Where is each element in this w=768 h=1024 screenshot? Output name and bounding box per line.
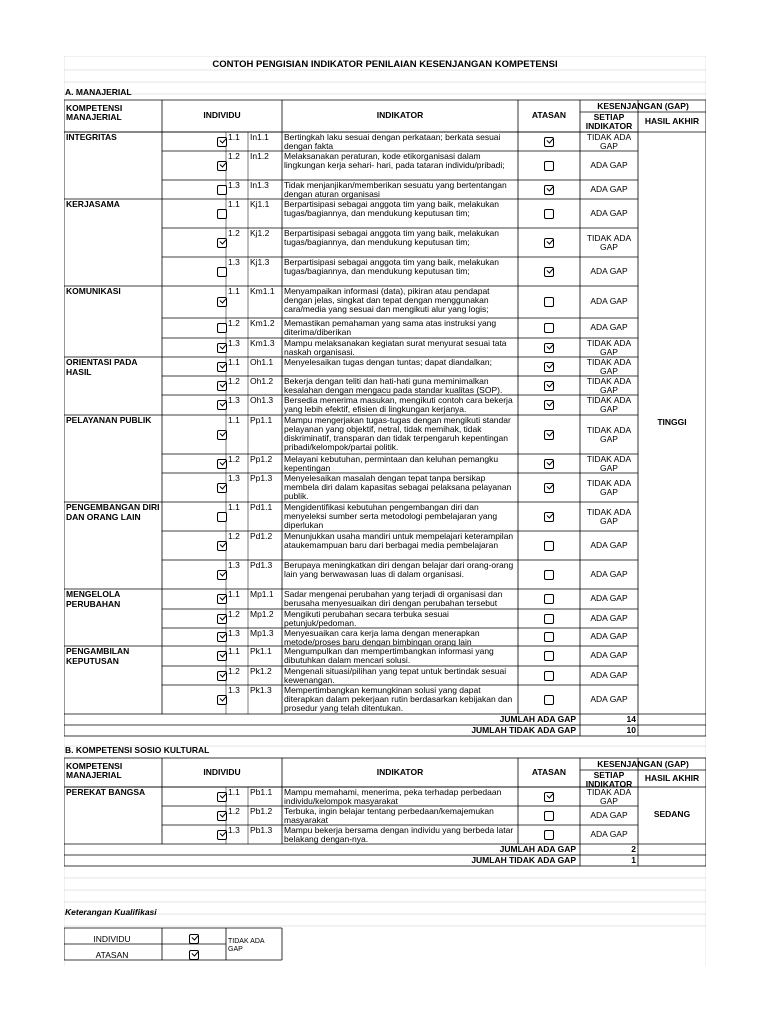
individu-checkbox[interactable] [217,830,227,840]
gap-result: TIDAK ADA GAP [586,357,632,376]
legend-individu-checkbox[interactable] [189,934,199,944]
atasan-checkbox[interactable] [544,343,554,353]
gap-result: ADA GAP [590,569,628,579]
indicator-number: 1.2 [228,532,240,541]
indicator-code: In1.2 [250,152,269,161]
indicator-code: In1.1 [250,133,269,142]
indicator-text: Menyesuaikan cara kerja lama dengan menerapkan metode/proses baru dengan bimbingan orang lain [284,629,480,646]
header-indikator: INDIKATOR [376,111,424,120]
individu-checkbox[interactable] [217,343,227,353]
gap-result: ADA GAP [590,651,628,660]
indicator-code: Pd1.2 [250,532,273,541]
indicator-text: Mampu memahami, menerima, peka terhadap perbedaan individu/kelompok masyarakat [284,788,502,806]
indicator-code: Km1.3 [250,339,275,348]
atasan-checkbox[interactable] [544,483,554,493]
header-kesenjangan: KESENJANGAN (GAP) [597,760,689,769]
indicator-text: Bertingkah laku sesuai dengan perkataan; berkata sesuai dengan fakta [284,133,501,151]
total-value: 14 [626,715,636,724]
header-kompetensi: KOMPETENSI MANAJERIAL [66,762,123,780]
gap-result: TIDAK ADA GAP [586,376,632,395]
indicator-code: Km1.2 [250,319,275,328]
header-atasan: ATASAN [531,111,567,120]
atasan-checkbox[interactable] [544,137,554,147]
individu-checkbox[interactable] [217,430,227,440]
legend-result: TIDAK ADA GAP [228,938,265,953]
competency-name: KOMUNIKASI [66,287,121,296]
gap-result: TIDAK ADA GAP [586,132,632,151]
indicator-code: Pp1.2 [250,455,273,464]
individu-checkbox[interactable] [217,161,227,171]
indicator-number: 1.1 [228,590,240,599]
indicator-number: 1.2 [228,455,240,464]
competency-name: PENGEMBANGAN DIRI DAN ORANG LAIN [66,503,160,522]
indicator-code: In1.3 [250,181,269,190]
indicator-text: Sadar mengenai perubahan yang terjadi di organisasi dan berusaha menyesuaikan diri dengan perubahan tersebut [284,590,503,608]
header-indikator: INDIKATOR [376,767,424,777]
atasan-checkbox[interactable] [544,381,554,391]
header-individu: INDIVIDU [203,767,241,777]
indicator-code: Pb1.2 [250,807,273,816]
individu-checkbox[interactable] [217,651,227,661]
atasan-checkbox[interactable] [544,430,554,440]
indicator-text: Bekerja dengan teliti dan hati-hati guna meminimalkan kesalahan dengan mengacu pada standar kualitas (SOP). [284,377,503,395]
atasan-checkbox[interactable] [544,811,554,821]
individu-checkbox[interactable] [217,185,227,195]
indicator-code: Kj1.2 [250,229,270,238]
individu-checkbox[interactable] [217,362,227,372]
indicator-code: Oh1.1 [250,358,274,367]
indicator-code: Pp1.3 [250,474,273,483]
competency-name: PELAYANAN PUBLIK [66,416,152,425]
atasan-checkbox[interactable] [544,209,554,219]
individu-checkbox[interactable] [217,459,227,469]
individu-checkbox[interactable] [217,297,227,307]
indicator-text: Melaksanakan peraturan, kode etikorganisasi dalam lingkungan kerja sehari- hari, pada tataran individu/pribadi; [284,152,505,170]
total-value: 1 [631,856,636,865]
individu-checkbox[interactable] [217,811,227,821]
competency-gap-sheet [64,56,706,966]
gap-result: TIDAK ADA GAP [586,425,632,444]
total-value: 10 [626,726,636,735]
individu-checkbox[interactable] [217,400,227,410]
competency-name: PEREKAT BANGSA [66,788,146,797]
hasil-akhir-value: TINGGI [657,418,687,427]
individu-checkbox[interactable] [217,209,227,219]
gap-result: TIDAK ADA GAP [586,338,632,357]
indicator-text: Mampu melaksanakan kegiatan surat menyurat sesuai tata naskah organisasi. [284,339,507,357]
individu-checkbox[interactable] [217,570,227,580]
individu-checkbox[interactable] [217,594,227,604]
gap-result: ADA GAP [590,266,628,276]
indicator-number: 1.2 [228,610,240,619]
legend-atasan-label: ATASAN [95,951,129,960]
atasan-checkbox[interactable] [544,570,554,580]
gap-result: ADA GAP [590,810,628,820]
total-value: 2 [631,845,636,854]
indicator-number: 1.2 [228,152,240,161]
individu-checkbox[interactable] [217,614,227,624]
indicator-code: Mp1.1 [250,590,274,599]
gap-result: ADA GAP [590,829,628,839]
indicator-number: 1.1 [228,200,240,209]
individu-checkbox[interactable] [217,238,227,248]
total-label: JUMLAH TIDAK ADA GAP [471,856,576,865]
indicator-text: Bersedia menerima masukan, mengikuti contoh cara bekerja yang lebih efektif, efisien di lingkungan kerjanya. [284,396,513,414]
indicator-text: Berupaya meningkatkan diri dengan belajar dari orang-orang lain yang berwawasan luas di dalam organisasi. [284,561,514,579]
individu-checkbox[interactable] [217,483,227,493]
indicator-code: Pd1.1 [250,503,273,512]
indicator-text: Terbuka, ingin belajar tentang perbedaan/kemajemukan masyarakat [284,807,494,825]
header-individu: INDIVIDU [203,111,241,120]
indicator-text: Berpartisipasi sebagai anggota tim yang baik, melakukan tugas/bagiannya, dan mendukung keputusan tim; [284,258,499,276]
indicator-code: Pp1.1 [250,416,273,425]
individu-checkbox[interactable] [217,695,227,705]
competency-name: ORIENTASI PADA HASIL [66,358,138,377]
section-b-label: B. KOMPETENSI SOSIO KULTURAL [65,746,210,755]
gap-result: ADA GAP [590,323,628,332]
competency-name: INTEGRITAS [66,133,117,142]
atasan-checkbox[interactable] [544,594,554,604]
individu-checkbox[interactable] [217,381,227,391]
legend-title: Keterangan Kualifikasi [65,908,157,917]
gap-result: ADA GAP [590,670,628,680]
indicator-number: 1.3 [228,258,240,267]
gap-result: ADA GAP [590,594,628,603]
legend-atasan-checkbox[interactable] [189,950,199,960]
gap-result: TIDAK ADA GAP [586,507,632,526]
atasan-checkbox[interactable] [544,651,554,661]
indicator-number: 1.1 [228,133,240,142]
gap-result: ADA GAP [590,613,628,623]
indicator-number: 1.1 [228,647,240,656]
atasan-checkbox[interactable] [544,671,554,681]
indicator-text: Berpartisipasi sebagai anggota tim yang baik, melakukan tugas/bagiannya, dan mendukung keputusan tim; [284,200,499,218]
indicator-text: Melayani kebutuhan, permintaan dan keluhan pemangku kepentingan [284,455,499,473]
indicator-text: Mengenali situasi/pilihan yang tepat untuk bertindak sesuai kewenangan. [284,667,507,685]
indicator-code: Pb1.3 [250,826,273,835]
indicator-code: Mp1.2 [250,610,274,619]
gap-result: TIDAK ADA GAP [586,233,632,252]
atasan-checkbox[interactable] [544,267,554,277]
indicator-number: 1.1 [228,358,240,367]
atasan-checkbox[interactable] [544,512,554,522]
gap-result: ADA GAP [590,184,628,194]
hasil-akhir-value: SEDANG [653,810,691,819]
atasan-checkbox[interactable] [544,614,554,624]
individu-checkbox[interactable] [217,137,227,147]
indicator-number: 1.3 [228,561,240,570]
competency-name: KERJASAMA [66,200,120,209]
total-label: JUMLAH TIDAK ADA GAP [471,726,576,735]
indicator-text: Tidak menjanjikan/memberikan sesuatu yang bertentangan dengan aturan organisasi [284,181,507,199]
indicator-text: Berpartisipasi sebagai anggota tim yang baik, melakukan tugas/bagiannya, dan mendukung keputusan tim; [284,229,499,247]
individu-checkbox[interactable] [217,323,227,333]
atasan-checkbox[interactable] [544,323,554,333]
indicator-number: 1.1 [228,503,240,512]
indicator-code: Oh1.2 [250,377,274,386]
atasan-checkbox[interactable] [544,161,554,171]
indicator-text: Menyampaikan informasi (data), pikiran atau pendapat dengan jelas, singkat dan tepat dengan menggunakan cara/media yang sesuai dan mengikuti alur yang logis; [284,287,490,314]
indicator-text: Menunjukkan usaha mandiri untuk mempelajari keterampilan ataukemampuan baru dari berbagai media pembelajaran [284,532,514,550]
competency-name: PENGAMBILAN KEPUTUSAN [66,647,130,666]
atasan-checkbox[interactable] [544,830,554,840]
gap-result: TIDAK ADA GAP [586,454,632,473]
indicator-code: Pk1.1 [250,647,272,656]
indicator-number: 1.2 [228,229,240,238]
individu-checkbox[interactable] [217,512,227,522]
competency-name: MENGELOLA PERUBAHAN [66,590,121,609]
indicator-code: Mp1.3 [250,629,274,638]
indicator-number: 1.2 [228,807,240,816]
indicator-number: 1.2 [228,667,240,676]
indicator-number: 1.3 [228,686,240,695]
individu-checkbox[interactable] [217,541,227,551]
indicator-number: 1.1 [228,416,240,425]
atasan-checkbox[interactable] [544,695,554,705]
indicator-code: Pk1.2 [250,667,272,676]
indicator-code: Oh1.3 [250,396,274,405]
gap-result: TIDAK ADA GAP [586,396,632,414]
atasan-checkbox[interactable] [544,632,554,642]
gap-result: ADA GAP [590,632,628,641]
indicator-code: Pk1.3 [250,686,272,695]
page-title: CONTOH PENGISIAN INDIKATOR PENILAIAN KESENJANGAN KOMPETENSI [212,60,558,70]
header-kompetensi: KOMPETENSI MANAJERIAL [66,104,123,122]
gap-result: ADA GAP [590,540,628,550]
indicator-text: Mampu mengerjakan tugas-tugas dengan mengikuti standar pelayanan yang objektif, netral, tidak memihak, tidak diskriminatif, transparan dan tidak terpengaruh kepentingan pribadi/kelompok/partai politik. [284,416,511,452]
section-a-label: A. MANAJERIAL [65,88,132,97]
individu-checkbox[interactable] [217,267,227,277]
indicator-code: Km1.1 [250,287,275,296]
indicator-text: Menyelesaikan masalah dengan tepat tanpa bersikap membela diri dalam kapasitas sebagai pelaksana pelayanan publik. [284,474,512,501]
indicator-code: Kj1.3 [250,258,270,267]
atasan-checkbox[interactable] [544,362,554,372]
indicator-text: Mempertimbangkan kemungkinan solusi yang dapat diterapkan dalam pekerjaan rutin berdasarkan kebijakan dan prosedur yang telah ditentukan. [284,686,513,713]
header-setiap-indikator: SETIAP INDIKATOR [585,771,633,789]
indicator-text: Mengikuti perubahan secara terbuka sesuai petunjuk/pedoman. [284,610,449,628]
legend-individu-label: INDIVIDU [93,935,131,944]
header-hasil-akhir: HASIL AKHIR [644,773,700,783]
indicator-number: 1.3 [228,181,240,190]
indicator-text: Mampu bekerja bersama dengan individu yang berbeda latar belakang dengan-nya. [284,826,514,844]
indicator-text: Memastikan pemahaman yang sama atas instruksi yang diterima/diberikan [284,319,497,337]
individu-checkbox[interactable] [217,792,227,802]
atasan-checkbox[interactable] [544,297,554,307]
atasan-checkbox[interactable] [544,238,554,248]
total-label: JUMLAH ADA GAP [499,715,576,724]
header-atasan: ATASAN [531,767,567,777]
gap-result: TIDAK ADA GAP [586,478,632,497]
indicator-code: Kj1.1 [250,200,270,209]
individu-checkbox[interactable] [217,671,227,681]
indicator-number: 1.1 [228,287,240,296]
gap-result: ADA GAP [590,208,628,218]
indicator-number: 1.1 [228,788,240,797]
indicator-number: 1.3 [228,826,240,835]
indicator-number: 1.3 [228,396,240,405]
gap-result: TIDAK ADA GAP [586,787,632,806]
indicator-number: 1.3 [228,339,240,348]
gap-result: ADA GAP [590,694,628,704]
header-hasil-akhir: HASIL AKHIR [644,117,700,126]
indicator-number: 1.2 [228,377,240,386]
individu-checkbox[interactable] [217,632,227,642]
total-label: JUMLAH ADA GAP [499,845,576,854]
indicator-code: Pd1.3 [250,561,273,570]
indicator-number: 1.3 [228,474,240,483]
atasan-checkbox[interactable] [544,400,554,410]
indicator-text: Mengumpulkan dan mempertimbangkan informasi yang dibutuhkan dalam mencari solusi. [284,647,494,665]
atasan-checkbox[interactable] [544,185,554,195]
indicator-number: 1.2 [228,319,240,328]
indicator-number: 1.3 [228,629,240,638]
atasan-checkbox[interactable] [544,541,554,551]
gap-result: ADA GAP [590,297,628,306]
indicator-text: Menyelesaikan tugas dengan tuntas; dapat diandalkan; [284,358,492,367]
indicator-code: Pb1.1 [250,788,273,797]
atasan-checkbox[interactable] [544,459,554,469]
gap-result: ADA GAP [590,160,628,170]
header-kesenjangan: KESENJANGAN (GAP) [597,102,689,111]
header-setiap-indikator: SETIAP INDIKATOR [585,113,633,131]
indicator-text: Mengidentifikasi kebutuhan pengembangan diri dan menyeleksi sumber serta metodologi pembelajaran yang diperlukan [284,503,498,530]
atasan-checkbox[interactable] [544,792,554,802]
